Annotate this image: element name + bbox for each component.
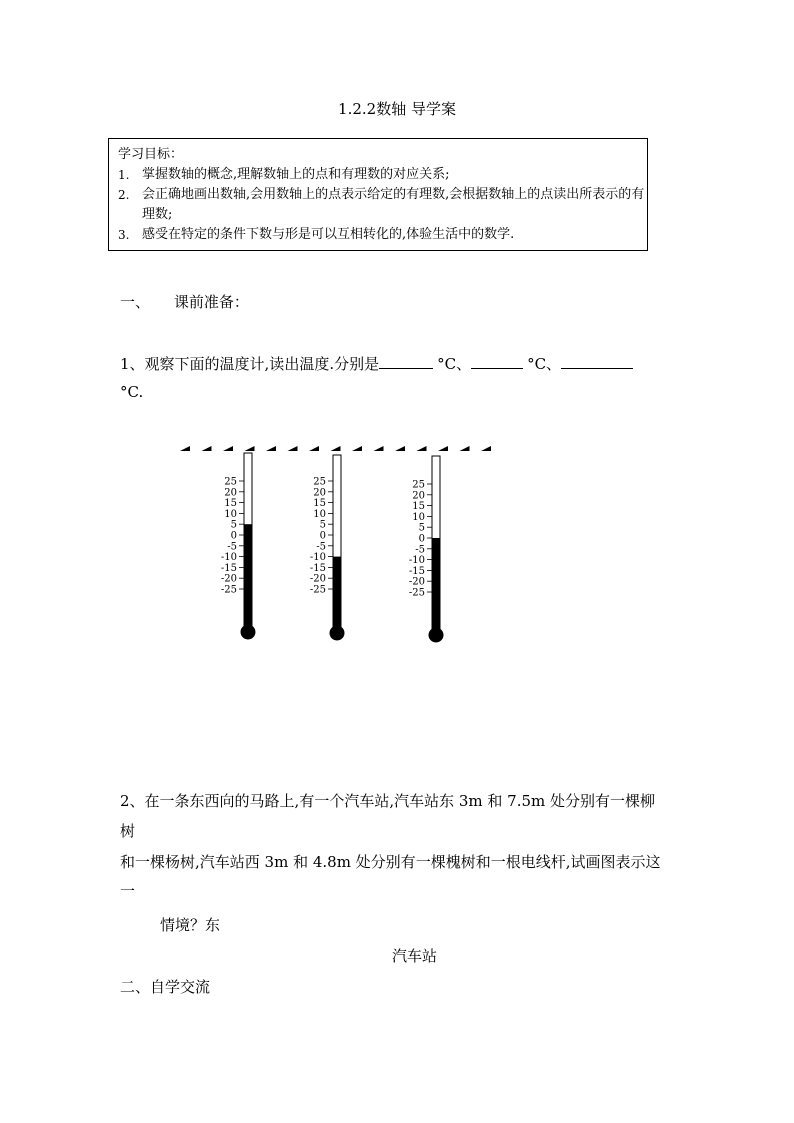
objective-number: 2.: [118, 188, 130, 202]
tick-label: 10: [412, 511, 425, 523]
tick-label: -15: [408, 565, 425, 577]
objective-number: 1.: [118, 168, 130, 182]
ground-dash: [460, 446, 470, 451]
ground-dash: [438, 446, 448, 451]
tick-label: 25: [224, 476, 237, 488]
objective-text: 掌握数轴的概念,理解数轴上的点和有理数的对应关系;: [142, 167, 450, 182]
ground-dash: [288, 446, 298, 451]
tick-label: 25: [412, 479, 425, 491]
thermometer-bulb: [429, 628, 444, 643]
mercury-column: [333, 557, 341, 633]
objectives-heading: 学习目标：: [118, 147, 184, 162]
tick-label: 5: [418, 522, 425, 534]
section-2-heading: 二、自学交流: [120, 978, 211, 996]
tick-label: 20: [412, 490, 425, 502]
ground-dash: [245, 446, 255, 451]
question-1-prefix: 1、观察下面的温度计,读出温度.分别是: [120, 355, 380, 373]
tick-label: -10: [220, 552, 237, 564]
ground-dash: [202, 446, 212, 451]
question-2-line-2: 树: [120, 822, 136, 840]
tick-label: -15: [220, 562, 237, 574]
mercury-column: [244, 524, 252, 632]
tick-label: 15: [313, 498, 326, 510]
ground-dash: [309, 446, 319, 451]
tick-label: 20: [313, 487, 326, 499]
objective-text: 感受在特定的条件下数与形是可以互相转化的,体验生活中的数学.: [142, 227, 515, 242]
question-2-line-4: 一: [120, 882, 136, 900]
ground-dash: [374, 446, 384, 451]
mercury-column: [432, 538, 440, 635]
question-2-line-5: 情境？东: [160, 916, 221, 934]
unit-label: °C、: [437, 355, 472, 373]
tick-label: -10: [309, 552, 326, 564]
tick-label: 15: [412, 501, 425, 513]
ground-dash: [266, 446, 276, 451]
tick-label: -20: [309, 573, 326, 585]
tick-label: 20: [224, 487, 237, 499]
thermometer-bulb: [330, 626, 345, 641]
ground-dash: [417, 446, 427, 451]
ground-dash: [223, 446, 233, 451]
objective-text: 会正确地画出数轴,会用数轴上的点表示给定的有理数,会根据数轴上的点读出所表示的有理数;: [142, 187, 645, 222]
thermometer: [310, 455, 345, 641]
tick-label: -20: [408, 576, 425, 588]
ground-dash: [395, 446, 405, 451]
tick-label: 10: [313, 508, 326, 520]
thermometer-group: [221, 453, 444, 643]
unit-label: °C、: [527, 355, 562, 373]
tick-label: 0: [230, 530, 237, 542]
ground-dash: [331, 446, 341, 451]
tick-label: 10: [224, 508, 237, 520]
tick-label: -5: [227, 541, 237, 553]
tick-label: -10: [408, 555, 425, 567]
question-2-line-1: 2、在一条东西向的马路上,有一个汽车站,汽车站东 3m 和 7.5m 处分别有一棵柳: [120, 792, 656, 810]
thermometer: [221, 453, 256, 640]
ground-dash: [180, 446, 190, 451]
tick-label: -15: [309, 562, 326, 574]
tick-label: -5: [316, 541, 326, 553]
tick-label: 25: [313, 476, 326, 488]
thermometer: [409, 456, 444, 643]
question-2-line-3: 和一棵杨树,汽车站西 3m 和 4.8m 处分别有一棵槐树和一根电线杆,试画图表示这: [120, 853, 661, 871]
tick-label: -5: [415, 544, 425, 556]
ground-dash: [481, 446, 491, 451]
section-1-heading: 一、 课前准备：: [120, 293, 249, 311]
tick-label: -20: [220, 573, 237, 585]
thermometer-bulb: [241, 625, 256, 640]
ground-dash: [352, 446, 362, 451]
page-title: 1.2.2数轴 导学案: [338, 100, 456, 118]
tick-label: 5: [230, 519, 237, 531]
tick-label: 15: [224, 498, 237, 510]
tick-label: 5: [319, 519, 326, 531]
bus-station-label: 汽车站: [392, 947, 438, 965]
tick-label: -25: [220, 584, 237, 596]
tick-label: 0: [319, 530, 326, 542]
tick-label: -25: [309, 584, 326, 596]
objective-number: 3.: [118, 228, 130, 242]
tick-label: -25: [408, 587, 425, 599]
ground-dashes: [180, 446, 491, 451]
tick-label: 0: [418, 533, 425, 545]
question-1-unit-end: °C.: [120, 383, 144, 401]
